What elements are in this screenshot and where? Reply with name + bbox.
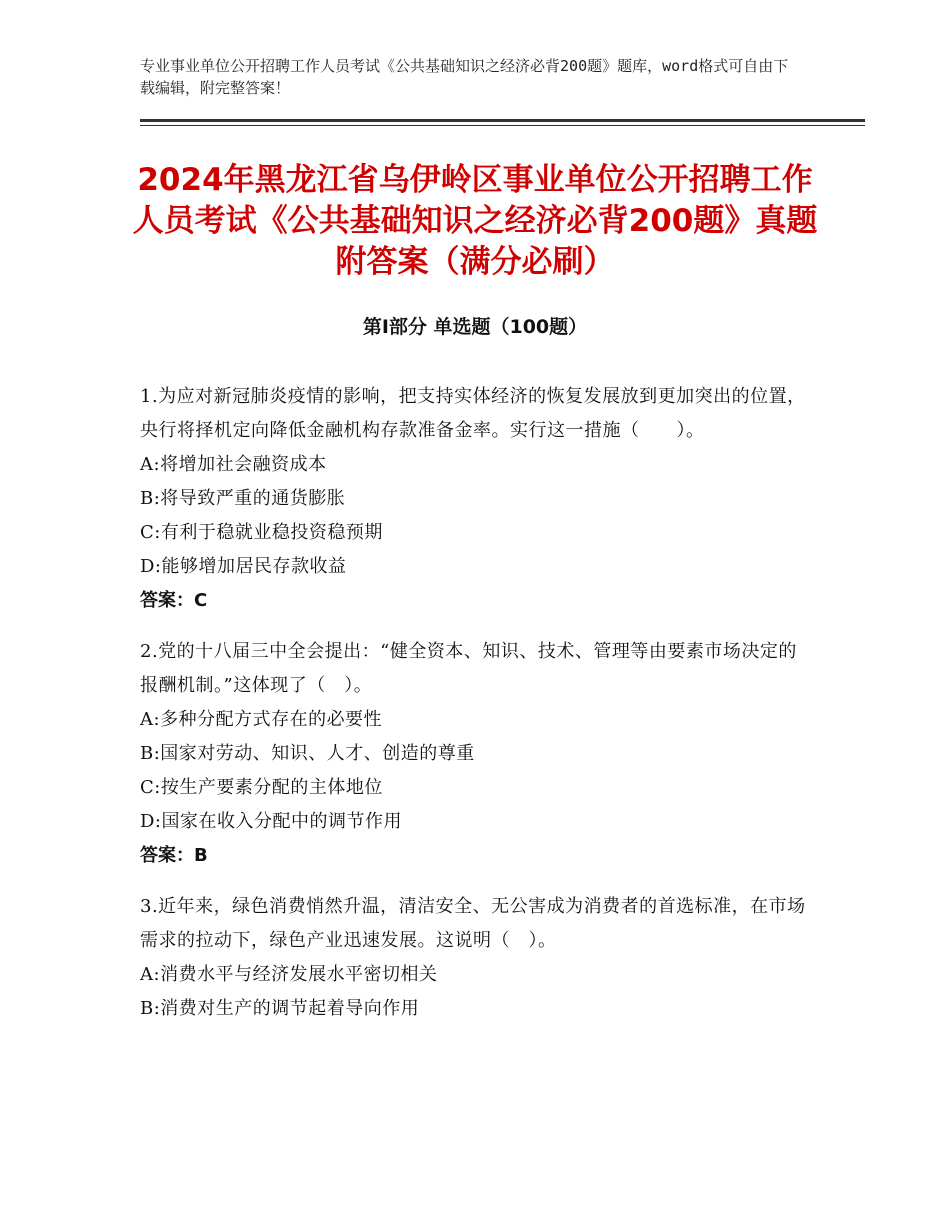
- option-b: B:消费对生产的调节起着导向作用: [140, 998, 420, 1019]
- option-a: A:多种分配方式存在的必要性: [140, 709, 383, 730]
- answer: 答案：B: [140, 845, 208, 866]
- question-list: [140, 380, 810, 1043]
- option-d: D:国家在收入分配中的调节作用: [140, 811, 402, 832]
- header-divider-thick: [140, 119, 865, 122]
- header-divider-thin: [140, 125, 865, 126]
- option-a: A:消费水平与经济发展水平密切相关: [140, 964, 438, 985]
- option-b: B:国家对劳动、知识、人才、创造的尊重: [140, 743, 475, 764]
- header-note: 专业事业单位公开招聘工作人员考试《公共基础知识之经济必背200题》题库，word格式可自由下载编辑，附完整答案！: [140, 57, 789, 97]
- option-d: D:能够增加居民存款收益: [140, 556, 347, 577]
- option-c: C:按生产要素分配的主体地位: [140, 777, 383, 798]
- option-a: A:将增加社会融资成本: [140, 454, 327, 475]
- document-title: 2024年黑龙江省乌伊岭区事业单位公开招聘工作人员考试《公共基础知识之经济必背200题》真题附答案（满分必刷）: [132, 162, 818, 280]
- question-stem: 3.近年来，绿色消费悄然升温，清洁安全、无公害成为消费者的首选标准，在市场需求的拉动下，绿色产业迅速发展。这说明（ ）。: [140, 896, 806, 951]
- question-3: [140, 890, 810, 1026]
- section-title: 第Ⅰ部分 单选题（100题）: [362, 316, 588, 338]
- question-stem: 1.为应对新冠肺炎疫情的影响，把支持实体经济的恢复发展放到更加突出的位置，央行将择机定向降低金融机构存款准备金率。实行这一措施（ ）。: [140, 386, 806, 441]
- question-1: [140, 380, 810, 618]
- question-2: [140, 635, 810, 873]
- option-b: B:将导致严重的通货膨胀: [140, 488, 346, 509]
- option-c: C:有利于稳就业稳投资稳预期: [140, 522, 383, 543]
- answer: 答案：C: [140, 590, 208, 611]
- question-stem: 2.党的十八届三中全会提出：“健全资本、知识、技术、管理等由要素市场决定的报酬机制。”这体现了（ ）。: [140, 641, 797, 696]
